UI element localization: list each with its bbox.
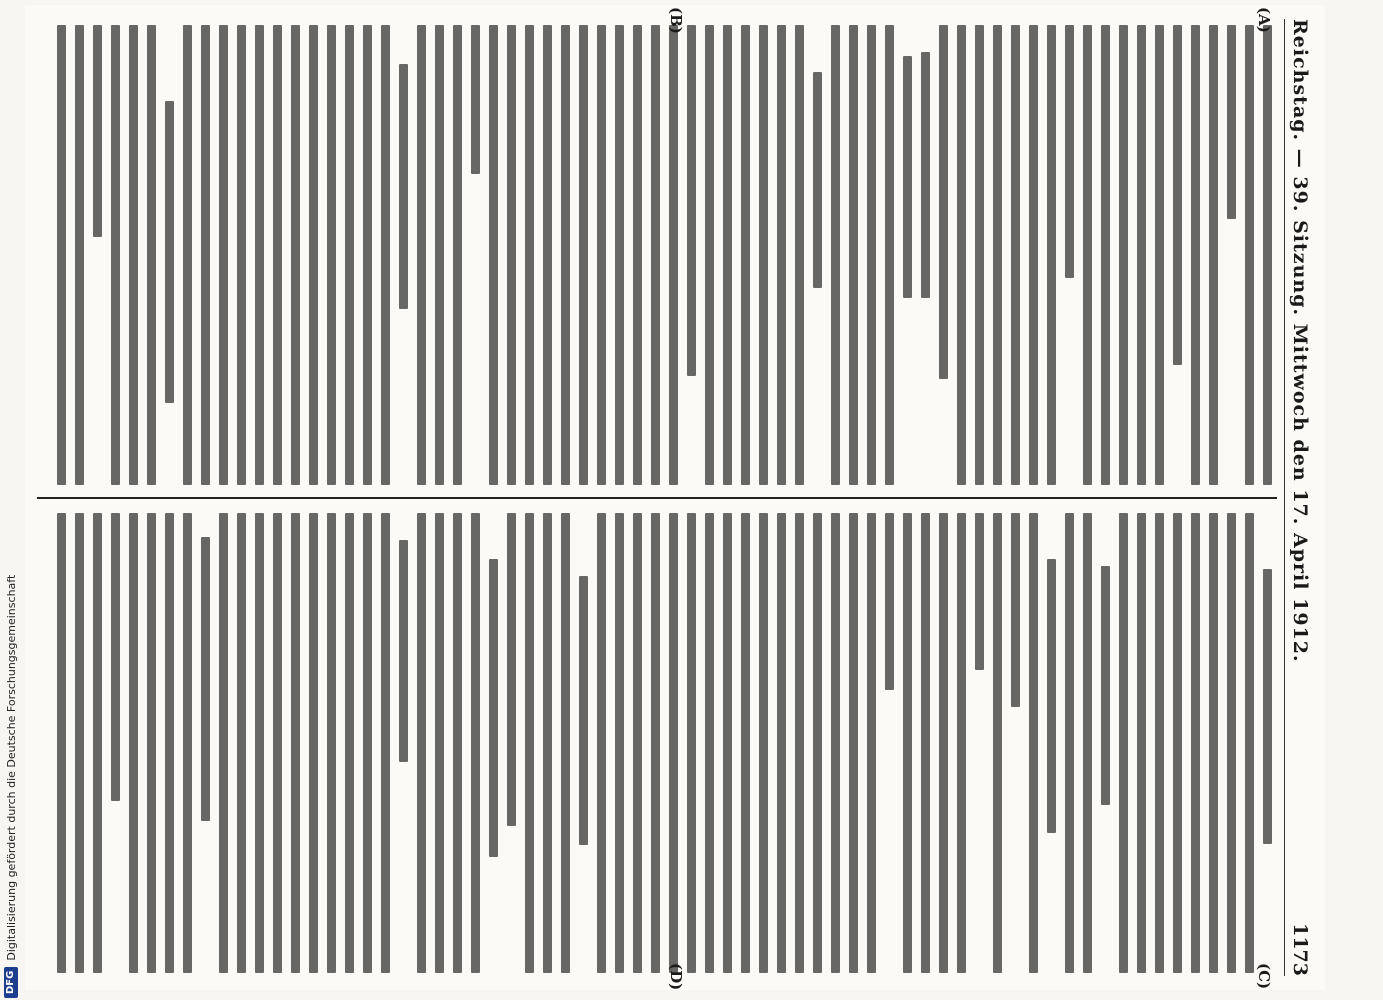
text-line (1258, 25, 1272, 485)
text-line (682, 25, 696, 485)
page-number: 1173 (1289, 923, 1311, 976)
text-line (1186, 25, 1200, 485)
text-line (250, 513, 264, 973)
text-line (862, 513, 876, 973)
text-line (664, 513, 678, 973)
text-line (286, 25, 300, 485)
text-line (232, 25, 246, 485)
text-line (106, 25, 120, 485)
text-line (718, 513, 732, 973)
text-line (700, 25, 714, 485)
text-line (214, 513, 228, 973)
text-line (196, 513, 210, 973)
text-line (268, 25, 282, 485)
text-line (790, 513, 804, 973)
footer-text: Digitalisierung gefördert durch die Deutsche Forschungsgemeinschaft (4, 574, 18, 961)
text-line (682, 513, 696, 973)
text-line (1240, 25, 1254, 485)
dfg-logo: DFG (4, 967, 18, 998)
text-line (916, 513, 930, 973)
text-line (988, 513, 1002, 973)
text-line (808, 513, 822, 973)
text-line (574, 25, 588, 485)
text-line (700, 513, 714, 973)
text-line (772, 25, 786, 485)
margin-letter-b: (B) (667, 7, 685, 34)
column-divider (37, 497, 1277, 499)
text-line (1006, 25, 1020, 485)
text-line (970, 25, 984, 485)
text-line (466, 25, 480, 485)
text-line (178, 25, 192, 485)
text-line (1078, 25, 1092, 485)
text-line (502, 513, 516, 973)
text-line (772, 513, 786, 973)
text-line (880, 513, 894, 973)
text-line (1042, 25, 1056, 485)
text-line (322, 513, 336, 973)
text-line (412, 25, 426, 485)
text-line (304, 25, 318, 485)
margin-letter-a: (A) (1255, 7, 1273, 33)
text-line (1186, 513, 1200, 973)
text-line (736, 513, 750, 973)
text-line (268, 513, 282, 973)
text-line (1114, 513, 1128, 973)
text-line (88, 513, 102, 973)
text-line (1042, 513, 1056, 973)
text-line (1060, 25, 1074, 485)
margin-letter-d: (D) (667, 963, 685, 991)
text-line (970, 513, 984, 973)
text-line (484, 25, 498, 485)
text-line (718, 25, 732, 485)
text-line (466, 513, 480, 973)
header-title: Reichstag. — 39. Sitzung. Mittwoch den 17. April 1912. (1289, 19, 1311, 663)
text-line (70, 25, 84, 485)
text-line (196, 25, 210, 485)
text-line (304, 513, 318, 973)
text-line (286, 513, 300, 973)
text-line (1024, 25, 1038, 485)
text-line (124, 25, 138, 485)
text-line (142, 513, 156, 973)
text-line (358, 25, 372, 485)
text-line (214, 25, 228, 485)
text-line (754, 513, 768, 973)
text-line (394, 25, 408, 485)
text-line (610, 25, 624, 485)
text-line (628, 513, 642, 973)
text-line (646, 513, 660, 973)
text-line (592, 25, 606, 485)
text-line (934, 25, 948, 485)
text-line (664, 25, 678, 485)
text-line (1024, 513, 1038, 973)
text-line (70, 513, 84, 973)
text-line (826, 513, 840, 973)
text-line (1150, 513, 1164, 973)
text-line (52, 25, 66, 485)
text-line (376, 25, 390, 485)
text-line (412, 513, 426, 973)
text-line (1060, 513, 1074, 973)
rotated-page (25, 5, 1325, 990)
text-line (1222, 513, 1236, 973)
text-line (754, 25, 768, 485)
text-line (340, 25, 354, 485)
text-line (988, 25, 1002, 485)
text-line (844, 25, 858, 485)
text-line (790, 25, 804, 485)
text-line (538, 25, 552, 485)
text-line (124, 513, 138, 973)
text-line (952, 25, 966, 485)
text-line (520, 513, 534, 973)
text-line (1132, 25, 1146, 485)
text-line (484, 513, 498, 973)
text-line (844, 513, 858, 973)
text-line (160, 513, 174, 973)
text-line (1096, 513, 1110, 973)
text-line (1150, 25, 1164, 485)
left-column (43, 25, 1275, 485)
text-line (1096, 25, 1110, 485)
text-line (646, 25, 660, 485)
text-line (394, 513, 408, 973)
text-line (322, 25, 336, 485)
text-line (142, 25, 156, 485)
text-line (574, 513, 588, 973)
text-line (880, 25, 894, 485)
text-line (898, 25, 912, 485)
text-line (448, 25, 462, 485)
text-line (592, 513, 606, 973)
text-line (52, 513, 66, 973)
text-line (736, 25, 750, 485)
text-line (826, 25, 840, 485)
text-line (232, 513, 246, 973)
text-line (430, 513, 444, 973)
text-line (448, 513, 462, 973)
text-line (178, 513, 192, 973)
text-line (556, 513, 570, 973)
text-line (610, 513, 624, 973)
text-line (1132, 513, 1146, 973)
margin-letter-c: (C) (1255, 963, 1273, 990)
text-line (430, 25, 444, 485)
text-line (1114, 25, 1128, 485)
text-line (862, 25, 876, 485)
text-line (1078, 513, 1092, 973)
right-column (43, 513, 1275, 973)
text-line (556, 25, 570, 485)
text-line (502, 25, 516, 485)
text-line (160, 25, 174, 485)
text-line (898, 513, 912, 973)
text-line (1168, 25, 1182, 485)
footer (2, 0, 20, 998)
text-line (358, 513, 372, 973)
text-line (1240, 513, 1254, 973)
text-line (628, 25, 642, 485)
text-line (340, 513, 354, 973)
text-line (808, 25, 822, 485)
text-line (1204, 25, 1218, 485)
text-line (1222, 25, 1236, 485)
text-line (250, 25, 264, 485)
page-header (1284, 19, 1315, 976)
text-line (1258, 513, 1272, 973)
text-line (376, 513, 390, 973)
text-line (952, 513, 966, 973)
text-line (1204, 513, 1218, 973)
text-line (916, 25, 930, 485)
text-line (520, 25, 534, 485)
text-line (538, 513, 552, 973)
text-line (106, 513, 120, 973)
text-line (1168, 513, 1182, 973)
text-line (88, 25, 102, 485)
text-line (1006, 513, 1020, 973)
text-line (934, 513, 948, 973)
